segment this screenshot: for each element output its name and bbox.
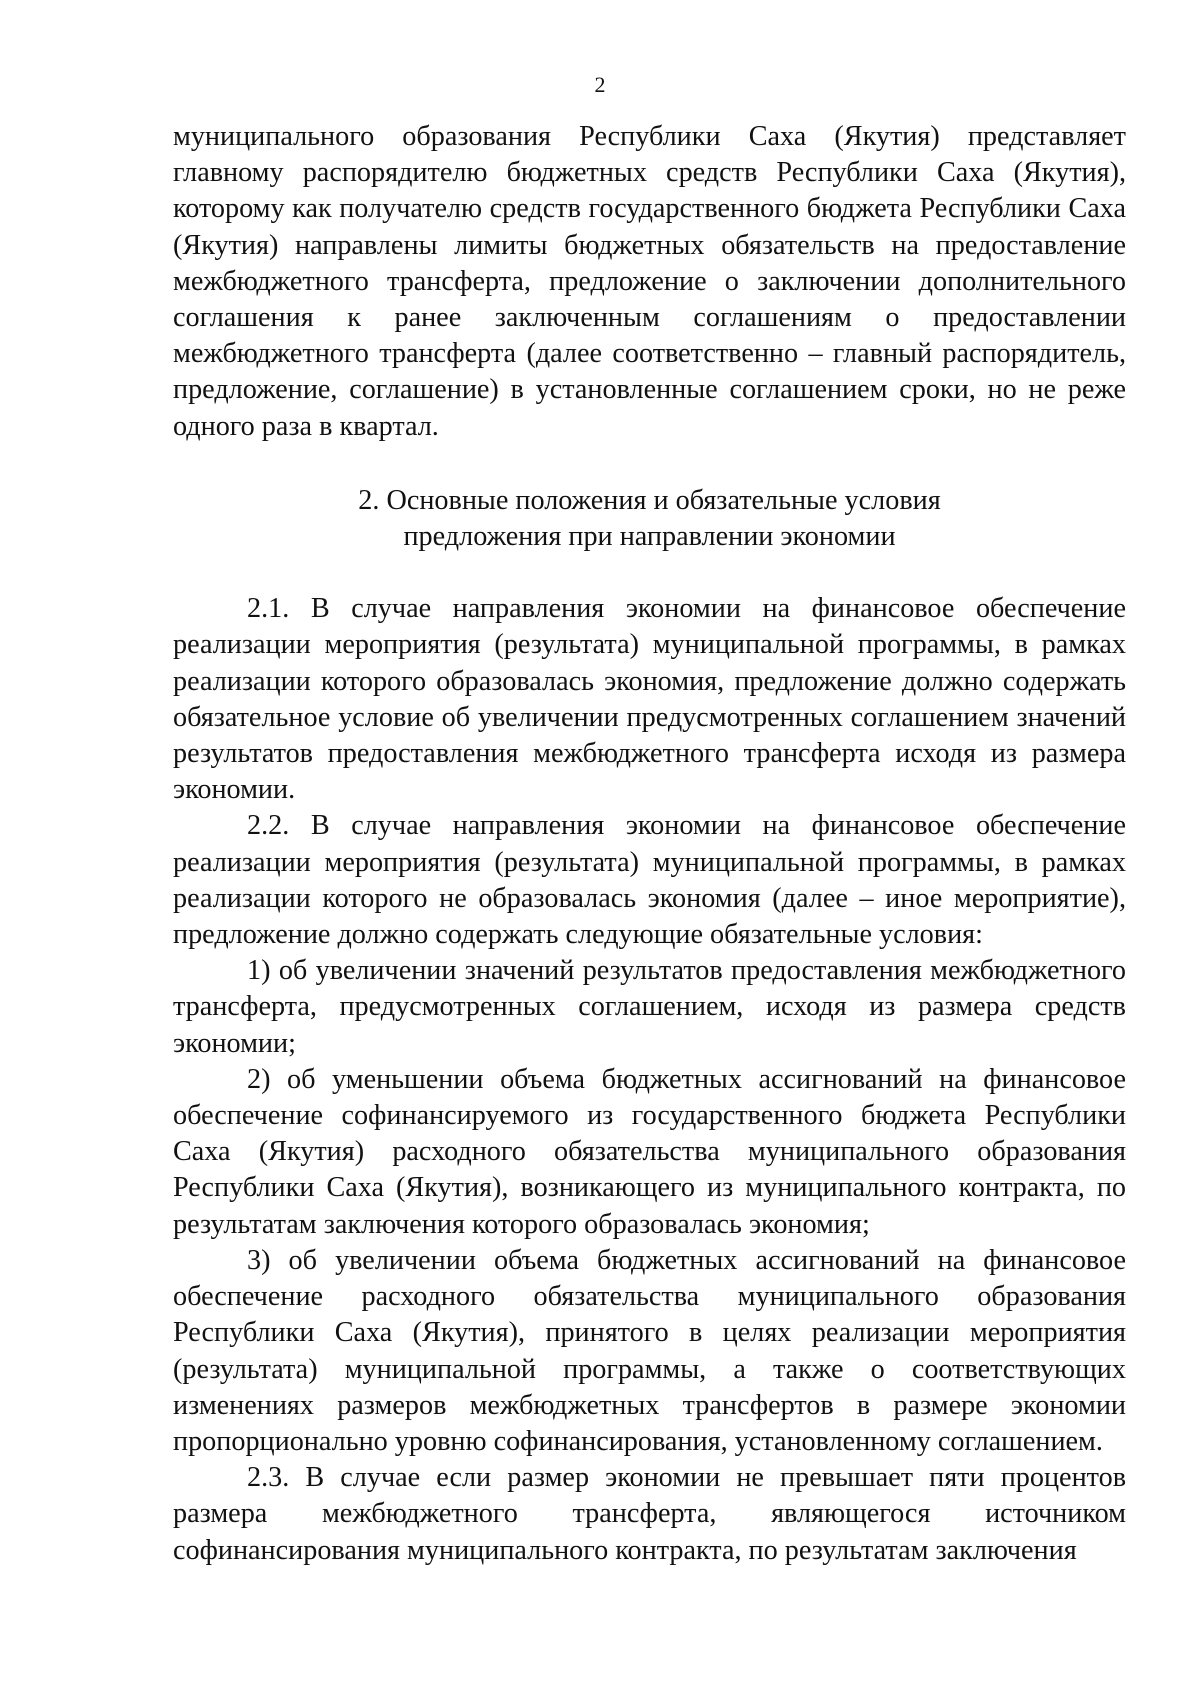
page-number: 2 (594, 72, 606, 97)
section-heading (173, 483, 1126, 555)
section-heading-line-1: 2. Основные положения и обязательные условия (358, 484, 941, 516)
paragraph-2-3: 2.3. В случае если размер экономии не превышает пяти процентов размера межбюджетного трансферта, являющегося источником софинансирования муниципального контракта, по результатам заключения (173, 1462, 1126, 1566)
list-item-3: 3) об увеличении объема бюджетных ассигнований на финансовое обеспечение расходного обязательства муниципального образования Республики Саха (Якутия), принятого в целях реализации мероприятия (результата) муниципальной программы, а также о соответствующих изменениях размеров межбюджетных трансфертов в размере экономии пропорционально уровню софинансирования, установленному соглашением. (173, 1244, 1126, 1457)
list-item-1: 1) об увеличении значений результатов предоставления межбюджетного трансферта, предусмотренных соглашением, исходя из размера средств экономии; (173, 955, 1126, 1059)
intro-paragraph: муниципального образования Республики Саха (Якутия) представляет главному распорядителю бюджетных средств Республики Саха (Якутия), которому как получателю средств государственного бюджета Республики Саха (Якутия) направлены лимиты бюджетных обязательств на предоставление межбюджетного трансферта, предложение о заключении дополнительного соглашения к ранее заключенным соглашениям о предоставлении межбюджетного трансферта (далее соответственно – главный распорядитель, предложение, соглашение) в установленные соглашением сроки, но не реже одного раза в квартал. (173, 121, 1126, 442)
paragraph-2-1: 2.1. В случае направления экономии на финансовое обеспечение реализации мероприятия (результата) муниципальной программы, в рамках реализации которого образовалась экономия, предложение должно содержать обязательное условие об увеличении предусмотренных соглашением значений результатов предоставления межбюджетного трансферта исходя из размера экономии. (173, 593, 1126, 806)
document-body (173, 119, 1126, 1569)
list-item-2: 2) об уменьшении объема бюджетных ассигнований на финансовое обеспечение софинансируемого из государственного бюджета Республики Саха (Якутия) расходного обязательства муниципального образования Республики Саха (Якутия), возникающего из муниципального контракта, по результатам заключения которого образовалась экономия; (173, 1063, 1126, 1240)
paragraph-2-2: 2.2. В случае направления экономии на финансовое обеспечение реализации мероприятия (результата) муниципальной программы, в рамках реализации которого не образовалась экономия (далее – иное мероприятие), предложение должно содержать следующие обязательные условия: (173, 810, 1126, 951)
section-heading-line-2: предложения при направлении экономии (403, 521, 896, 553)
